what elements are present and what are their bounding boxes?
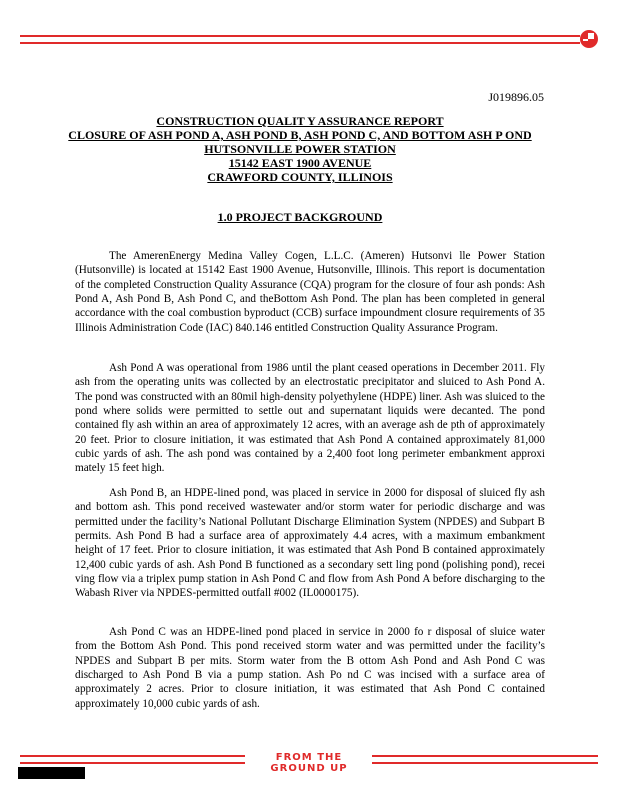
redaction-bar bbox=[18, 767, 85, 779]
title-line-1: CONSTRUCTION QUALIT Y ASSURANCE REPORT bbox=[156, 114, 444, 128]
section-heading: 1.0 PROJECT BACKGROUND bbox=[217, 210, 383, 224]
header-rule-bottom bbox=[20, 42, 580, 44]
header-rule-top bbox=[20, 35, 580, 37]
footer-rule-right-bottom bbox=[372, 762, 598, 764]
footer-rule-left-top bbox=[20, 755, 245, 757]
title-line-3: HUTSONVILLE POWER STATION bbox=[204, 142, 396, 156]
title-line-5: CRAWFORD COUNTY, ILLINOIS bbox=[207, 170, 393, 184]
footer-rule-left-bottom bbox=[20, 762, 245, 764]
document-number: J019896.05 bbox=[488, 90, 544, 104]
company-logo-icon bbox=[579, 29, 599, 49]
title-line-2: CLOSURE OF ASH POND A, ASH POND B, ASH POND C, AND BOTTOM ASH P OND bbox=[68, 128, 532, 142]
paragraph-intro: The AmerenEnergy Medina Valley Cogen, L.L.C. (Ameren) Hutsonvi lle Power Station (Hutsonville) is located at 15142 East 1900 Avenue, Hutsonville, Illinois. This report is documentation of the completed Construction Quality Assurance (CQA) program for the closure of four ash ponds: Ash Pond A, Ash Pond B, Ash Pond C, and theBottom Ash Pond. The plan has been completed in general accordance with the coal combustion byproduct (CCB) surface impoundment closure requirements of 35 Illinois Administration Code (IAC) 840.146 entitled Construction Quality Assurance Program. bbox=[75, 250, 545, 334]
footer-rule-right-top bbox=[372, 755, 598, 757]
paragraph-ash-pond-b: Ash Pond B, an HDPE-lined pond, was placed in service in 2000 for disposal of sluiced fly ash and bottom ash. This pond received wastewater and/or storm water for periodic discharge and was permitted under the facility’s National Pollutant Discharge Elimination System (NPDES) and Subpart B permits. Ash Pond B had a surface area of approximately 4.4 acres, with a maximum embankment height of 17 feet. Prior to closure initiation, it was estimated that Ash Pond B contained approximately 12,400 cubic yards of ash. Ash Pond B functioned as a secondary sett ling pond (polishing pond), recei ving flow via a triplex pump station in Ash Pond C and flow from Ash Pond A before discharging to the Wabash River via NPDES-permitted outfall #002 (IL0000175). bbox=[75, 487, 545, 600]
report-title-block bbox=[60, 114, 540, 184]
title-line-4: 15142 EAST 1900 AVENUE bbox=[228, 156, 372, 170]
footer-tagline: FROM THE GROUND UP bbox=[270, 752, 348, 774]
paragraph-ash-pond-a: Ash Pond A was operational from 1986 until the plant ceased operations in December 2011. Fly ash from the operating units was collected by an electrostatic precipitator and sluiced to Ash Pond A. The pond was constructed with an 80mil high-density polyethylene (HDPE) liner. Ash was sluiced to the pond where solids were permitted to settle out and supernatant liquids were decanted. The pond contained fly ash within an area of approximately 12 acres, with an average ash de pth of approximately 20 feet. Prior to closure initiation, it was estimated that Ash Pond A contained approximately 81,000 cubic yards of ash. The ash pond was contained by a 2,400 foot long perimeter embankment approxi mately 15 feet high. bbox=[75, 362, 545, 475]
paragraph-ash-pond-c: Ash Pond C was an HDPE-lined pond placed in service in 2000 fo r disposal of sluice water from the Bottom Ash Pond. This pond received storm water and was permitted under the facility’s NPDES and Subpart B per mits. Storm water from the B ottom Ash Pond and Ash Pond C was discharged to Ash Pond B via a pump station. Ash Po nd C was incised with a surface area of approximately 2 acres. Prior to closure initiation, it was estimated that Ash Pond C contained approximately 10,000 cubic yards of ash. bbox=[75, 626, 545, 710]
